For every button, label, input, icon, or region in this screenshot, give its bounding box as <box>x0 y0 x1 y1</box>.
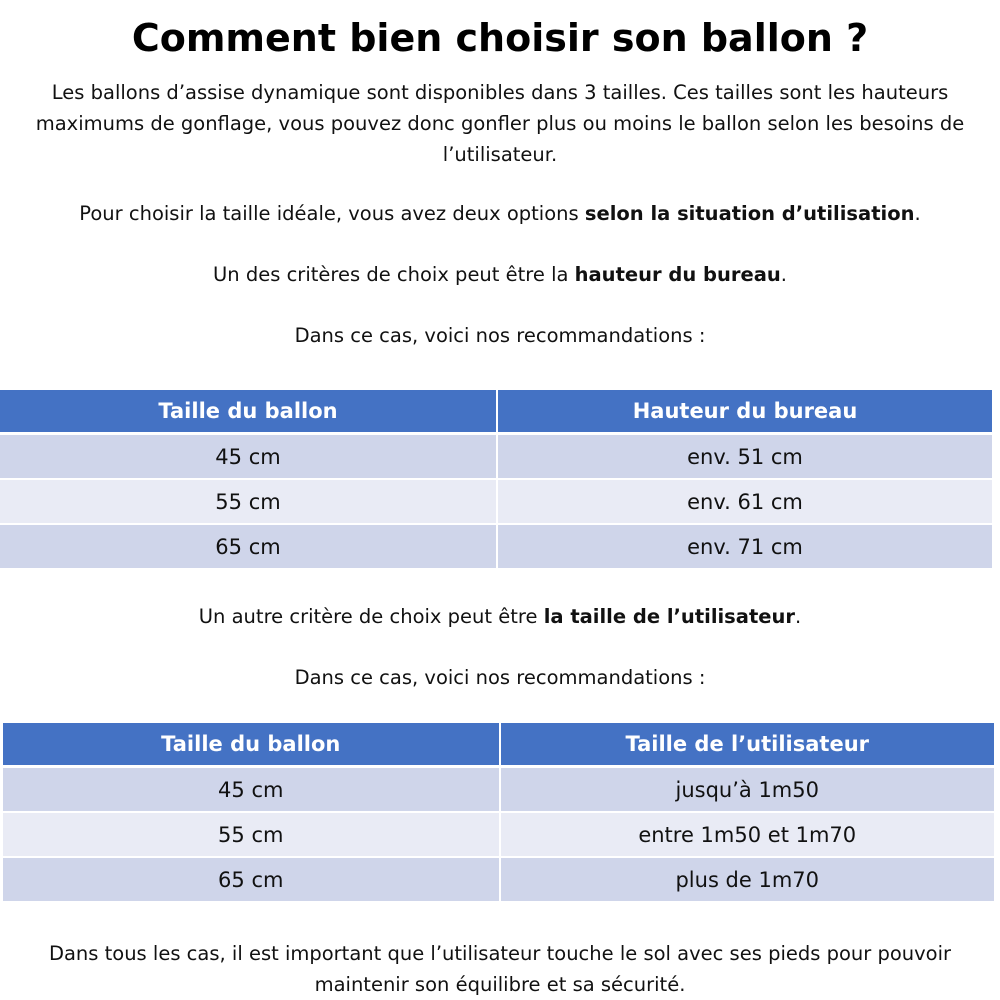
page-title: Comment bien choisir son ballon ? <box>131 16 869 60</box>
recommendations2-paragraph: Dans ce cas, voici nos recommandations : <box>294 666 706 689</box>
choose-emphasis: selon la situation d’utilisation <box>584 202 915 225</box>
ball-size-cell: 55 cm <box>0 480 496 525</box>
table-header-cell: Hauteur du bureau <box>496 390 992 435</box>
recommendations1-paragraph: Dans ce cas, voici nos recommandations : <box>294 324 706 347</box>
table-header-cell: Taille du ballon <box>3 723 499 768</box>
criterion2-text: Un autre critère de choix peut être <box>198 605 544 628</box>
user-height-cell: plus de 1m70 <box>499 858 995 903</box>
ball-size-cell: 45 cm <box>3 768 499 813</box>
criterion2-emphasis: la taille de l’utilisateur <box>543 605 795 628</box>
user-height-cell: jusqu’à 1m50 <box>499 768 995 813</box>
user-height-cell: entre 1m50 et 1m70 <box>499 813 995 858</box>
criterion1-suffix: . <box>780 263 787 286</box>
table-header-cell: Taille de l’utilisateur <box>499 723 995 768</box>
choose-text: Pour choisir la taille idéale, vous avez deux options <box>79 202 585 225</box>
table-row <box>3 768 994 813</box>
intro-paragraph: Les ballons d’assise dynamique sont disponibles dans 3 tailles. Ces tailles sont les hauteurs maximums de gonflage, vous pouvez donc gonfler plus ou moins le ballon selon les besoins de l’utilisateur. <box>35 81 965 166</box>
criterion2-paragraph <box>0 601 1000 632</box>
desk-height-table <box>0 390 992 570</box>
final-paragraph: Dans tous les cas, il est important que l’utilisateur touche le sol avec ses pieds pour pouvoir maintenir son équilibre et sa sécurité. <box>48 942 952 996</box>
ball-size-cell: 55 cm <box>3 813 499 858</box>
desk-height-cell: env. 51 cm <box>496 435 992 480</box>
user-height-table <box>3 723 994 903</box>
ball-size-cell: 65 cm <box>3 858 499 903</box>
criterion1-emphasis: hauteur du bureau <box>574 263 781 286</box>
table-row <box>3 813 994 858</box>
criterion1-paragraph <box>0 259 1000 290</box>
table-row <box>0 480 992 525</box>
table-row <box>0 435 992 480</box>
desk-height-cell: env. 71 cm <box>496 525 992 570</box>
choose-suffix: . <box>914 202 921 225</box>
choose-paragraph <box>0 198 1000 229</box>
ball-size-cell: 65 cm <box>0 525 496 570</box>
criterion2-suffix: . <box>795 605 802 628</box>
table-header-row <box>0 390 992 435</box>
ball-size-cell: 45 cm <box>0 435 496 480</box>
table-row <box>0 525 992 570</box>
table-header-cell: Taille du ballon <box>0 390 496 435</box>
table-header-row <box>3 723 994 768</box>
table-row <box>3 858 994 903</box>
desk-height-cell: env. 61 cm <box>496 480 992 525</box>
criterion1-text: Un des critères de choix peut être la <box>213 263 575 286</box>
